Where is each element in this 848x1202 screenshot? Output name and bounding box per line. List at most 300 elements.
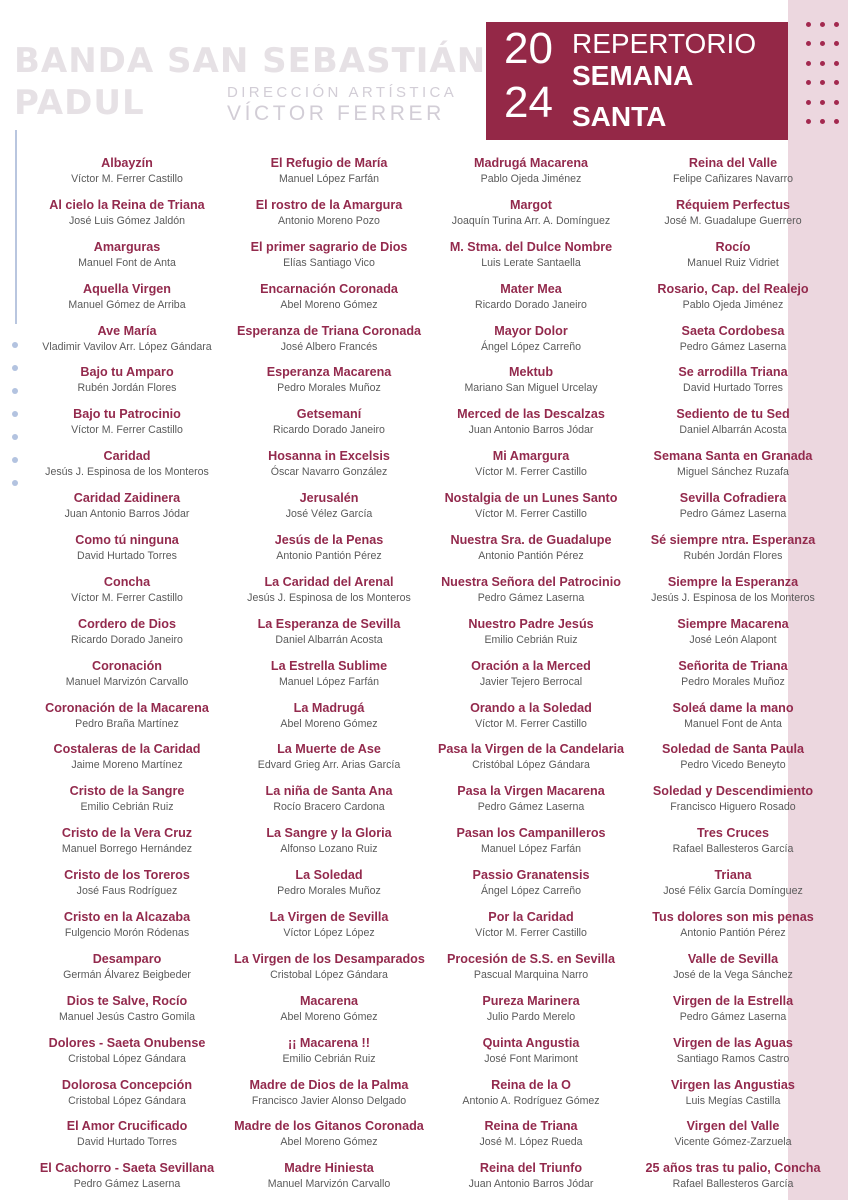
repertoire-item [436, 1077, 626, 1119]
repertoire-item [32, 700, 222, 742]
piece-author: Antonio Pantión Pérez [276, 550, 382, 563]
repertoire-item [234, 281, 424, 323]
repertoire-item [638, 448, 828, 490]
piece-title: Cristo en la Alcazaba [63, 910, 191, 925]
repertoire-item [638, 993, 828, 1035]
piece-title: 25 años tras tu palio, Concha [645, 1161, 821, 1176]
piece-title: Virgen las Angustias [671, 1077, 795, 1092]
repertoire-item [32, 951, 222, 993]
piece-title: Triana [714, 868, 752, 883]
repertoire-item [638, 783, 828, 825]
decorative-dot [806, 22, 811, 27]
piece-author: Felipe Cañizares Navarro [672, 173, 794, 185]
repertoire-banner [486, 22, 788, 140]
repertoire-item [32, 1160, 222, 1202]
piece-author: Manuel Marvizón Carvallo [65, 675, 189, 688]
repertoire-item [234, 364, 424, 406]
decorative-dot [820, 61, 825, 66]
piece-author: Pedro Morales Muñoz [277, 382, 381, 395]
piece-author: Manuel López Farfán [278, 173, 380, 185]
piece-title: Al cielo la Reina de Triana [49, 197, 205, 212]
piece-author: Pedro Gámez Laserna [73, 1178, 181, 1191]
repertoire-item [234, 825, 424, 867]
repertoire-item [436, 197, 626, 239]
piece-title: Se arrodilla Triana [678, 365, 788, 380]
piece-author: Antonio A. Rodríguez Gómez [462, 1094, 600, 1107]
repertoire-item [234, 490, 424, 532]
piece-author: Emilio Cebrián Ruiz [80, 801, 174, 814]
piece-title: Por la Caridad [488, 910, 574, 925]
repertoire-item [638, 1077, 828, 1119]
piece-title: Cordero de Dios [78, 616, 176, 631]
repertoire-item [638, 867, 828, 909]
piece-author: Cristobal López Gándara [68, 1052, 186, 1065]
piece-author: Luis Lerate Santaella [481, 256, 581, 269]
piece-title: Jerusalén [299, 491, 359, 506]
repertoire-item [436, 532, 626, 574]
piece-author: Alfonso Lozano Ruiz [280, 843, 378, 856]
piece-author: Luis Megías Castilla [685, 1094, 781, 1107]
piece-title: Coronación [92, 658, 162, 673]
repertoire-item [234, 155, 424, 197]
piece-author: Ángel López Carreño [480, 340, 582, 353]
piece-author: José Albero Francés [280, 340, 378, 353]
piece-author: Manuel Marvizón Carvallo [267, 1178, 391, 1191]
repertoire-item [638, 1035, 828, 1077]
piece-title: Concha [103, 574, 151, 589]
piece-author: Manuel Gómez de Arriba [68, 298, 186, 311]
piece-author: Daniel Albarrán Acosta [275, 633, 383, 646]
repertoire-item [436, 1035, 626, 1077]
decorative-dot [834, 80, 839, 85]
piece-author: Jesús J. Espinosa de los Monteros [651, 591, 815, 604]
piece-title: Soledad y Descendimiento [652, 784, 814, 799]
piece-title: Reina de Triana [484, 1119, 578, 1134]
piece-title: Caridad Zaidinera [73, 491, 181, 506]
piece-title: Dolores - Saeta Onubense [48, 1035, 206, 1050]
repertoire-item [32, 1118, 222, 1160]
piece-author: Pablo Ojeda Jiménez [682, 298, 784, 311]
piece-title: Rocío [715, 239, 751, 254]
repertoire-item [638, 825, 828, 867]
piece-author: Rocío Bracero Cardona [273, 801, 385, 814]
piece-title: Macarena [299, 993, 359, 1008]
piece-author: Manuel López Farfán [278, 675, 380, 688]
piece-author: Juan Antonio Barros Jódar [468, 1178, 594, 1191]
repertoire-item [234, 1035, 424, 1077]
repertoire-item [32, 197, 222, 239]
piece-title: Nuestra Señora del Patrocinio [441, 574, 621, 589]
piece-author: David Hurtado Torres [77, 1136, 177, 1149]
piece-title: La Sangre y la Gloria [266, 826, 392, 841]
piece-author: Emilio Cebrián Ruiz [282, 1052, 376, 1065]
piece-author: Pedro Braña Martínez [75, 717, 179, 730]
piece-title: Virgen de las Aguas [673, 1035, 793, 1050]
piece-title: Dios te Salve, Rocío [66, 993, 188, 1008]
repertoire-item [32, 323, 222, 365]
repertoire-item [32, 155, 222, 197]
piece-title: Albayzín [101, 156, 153, 170]
piece-title: Procesión de S.S. en Sevilla [447, 951, 615, 966]
piece-author: Juan Antonio Barros Jódar [468, 424, 594, 437]
piece-author: José Font Marimont [484, 1052, 578, 1065]
repertoire-item [638, 532, 828, 574]
dot-pattern [806, 22, 848, 138]
repertoire-item [638, 1160, 828, 1202]
piece-title: Como tú ninguna [75, 533, 179, 548]
piece-author: Manuel Font de Anta [684, 717, 782, 730]
piece-title: Mektub [508, 365, 554, 380]
piece-title: Nostalgia de un Lunes Santo [444, 491, 618, 506]
repertoire-item [234, 532, 424, 574]
piece-title: Cristo de la Vera Cruz [61, 826, 193, 841]
piece-author: Miguel Sánchez Ruzafa [677, 466, 789, 479]
piece-author: Víctor M. Ferrer Castillo [475, 717, 587, 730]
piece-author: Manuel Ruiz Vidriet [687, 256, 779, 269]
piece-title: El rostro de la Amargura [255, 197, 403, 212]
repertoire-item [32, 867, 222, 909]
piece-author: Manuel Borrego Hernández [61, 843, 193, 856]
piece-author: Pascual Marquina Narro [473, 968, 589, 981]
piece-title: La Virgen de los Desamparados [234, 951, 425, 966]
piece-title: La Muerte de Ase [277, 742, 381, 757]
piece-author: Ángel López Carreño [480, 885, 582, 898]
repertoire-item [234, 700, 424, 742]
repertoire-item [32, 825, 222, 867]
repertoire-item [436, 281, 626, 323]
piece-author: Pedro Morales Muñoz [277, 885, 381, 898]
piece-author: José León Alapont [689, 633, 777, 646]
piece-author: Vicente Gómez-Zarzuela [674, 1136, 792, 1149]
piece-author: Manuel Font de Anta [78, 256, 176, 269]
piece-title: Desamparo [92, 951, 162, 966]
repertoire-item [638, 406, 828, 448]
piece-author: Abel Moreno Gómez [280, 717, 378, 730]
piece-title: Madre de Dios de la Palma [249, 1077, 409, 1092]
repertoire-item [436, 490, 626, 532]
piece-author: Rubén Jordán Flores [77, 382, 177, 395]
repertoire-item [32, 364, 222, 406]
decorative-dot [834, 100, 839, 105]
band-title-line1: BANDA SAN SEBASTIÁN [14, 41, 487, 81]
piece-author: Abel Moreno Gómez [280, 1136, 378, 1149]
piece-title: Mater Mea [500, 281, 562, 296]
repertoire-item [436, 741, 626, 783]
repertoire-item [32, 490, 222, 532]
piece-author: Pedro Gámez Laserna [679, 340, 787, 353]
repertoire-item [638, 700, 828, 742]
piece-author: Rubén Jordán Flores [683, 550, 783, 563]
piece-author: Antonio Moreno Pozo [278, 214, 380, 227]
piece-author: Javier Tejero Berrocal [479, 675, 583, 688]
decorative-dot [834, 22, 839, 27]
piece-author: Mariano San Miguel Urcelay [464, 382, 598, 395]
repertoire-item [32, 1077, 222, 1119]
piece-title: Madre Hiniesta [284, 1161, 374, 1176]
piece-title: Orando a la Soledad [470, 700, 592, 715]
piece-author: José Luis Gómez Jaldón [68, 214, 185, 227]
decorative-dot [806, 41, 811, 46]
piece-author: Joaquín Turina Arr. A. Domínguez [451, 214, 611, 227]
repertoire-item [436, 909, 626, 951]
repertoire-item [436, 323, 626, 365]
piece-title: Aquella Virgen [83, 281, 171, 296]
repertoire-item [234, 616, 424, 658]
piece-author: Víctor M. Ferrer Castillo [475, 466, 587, 479]
piece-title: La Esperanza de Sevilla [257, 616, 401, 631]
piece-author: Víctor M. Ferrer Castillo [475, 927, 587, 940]
piece-author: Cristobal López Gándara [68, 1094, 186, 1107]
piece-title: Sé siempre ntra. Esperanza [650, 533, 816, 548]
repertoire-item [638, 323, 828, 365]
repertoire-item [436, 1118, 626, 1160]
piece-author: Jaime Moreno Martínez [71, 759, 183, 772]
piece-author: José Félix García Domínguez [663, 885, 803, 898]
piece-title: Coronación de la Macarena [45, 700, 209, 715]
piece-title: Cristo de la Sangre [69, 784, 185, 799]
repertoire-item [638, 239, 828, 281]
repertoire-item [436, 616, 626, 658]
piece-author: José de la Vega Sánchez [673, 968, 793, 981]
piece-title: Ave María [97, 323, 157, 338]
piece-author: Germán Álvarez Beigbeder [63, 968, 191, 981]
piece-title: M. Stma. del Dulce Nombre [449, 239, 613, 254]
piece-title: La Virgen de Sevilla [269, 910, 389, 925]
piece-title: Cristo de los Toreros [64, 868, 190, 883]
repertoire-item [32, 909, 222, 951]
decorative-dot [834, 61, 839, 66]
repertoire-item [32, 658, 222, 700]
piece-title: Nuestra Sra. de Guadalupe [450, 533, 612, 548]
repertoire-item [436, 364, 626, 406]
piece-author: Vladimir Vavilov Arr. López Gándara [42, 340, 212, 353]
repertoire-item [32, 574, 222, 616]
repertoire-item [638, 197, 828, 239]
piece-title: Encarnación Coronada [260, 281, 398, 296]
repertoire-item [32, 281, 222, 323]
repertoire-item [638, 909, 828, 951]
piece-title: Tres Cruces [696, 826, 770, 841]
piece-author: Elías Santiago Vico [283, 256, 375, 269]
piece-author: David Hurtado Torres [683, 382, 783, 395]
piece-author: Rafael Ballesteros García [672, 1178, 794, 1191]
repertoire-item [436, 448, 626, 490]
repertoire-item [234, 993, 424, 1035]
repertoire-item [436, 993, 626, 1035]
decorative-dot [806, 80, 811, 85]
piece-title: El Refugio de María [270, 156, 388, 170]
piece-author: José M. López Rueda [479, 1136, 583, 1149]
piece-title: La Estrella Sublime [270, 658, 388, 673]
left-vertical-line [15, 130, 17, 324]
piece-author: Pedro Gámez Laserna [679, 1010, 787, 1023]
decorative-dot [806, 100, 811, 105]
piece-author: Ricardo Dorado Janeiro [71, 633, 183, 646]
piece-author: Julio Pardo Merelo [486, 1010, 576, 1023]
piece-title: La Caridad del Arenal [264, 574, 394, 589]
repertoire-item [638, 951, 828, 993]
repertoire-item [436, 1160, 626, 1202]
piece-title: Pasa la Virgen Macarena [457, 784, 605, 799]
piece-title: Quinta Angustia [482, 1035, 580, 1050]
piece-title: Reina de la O [491, 1077, 571, 1092]
piece-title: Soleá dame la mano [672, 700, 794, 715]
repertoire-item [32, 406, 222, 448]
repertoire-item [638, 490, 828, 532]
piece-author: Fulgencio Morón Ródenas [64, 927, 190, 940]
repertoire-item [436, 239, 626, 281]
repertoire-item [234, 323, 424, 365]
piece-author: Pedro Gámez Laserna [477, 591, 585, 604]
repertoire-item [436, 867, 626, 909]
piece-title: Caridad [103, 449, 151, 464]
piece-author: Víctor M. Ferrer Castillo [71, 173, 183, 185]
piece-author: Pedro Vicedo Beneyto [680, 759, 786, 772]
piece-title: Bajo tu Amparo [80, 365, 174, 380]
piece-title: La Soledad [295, 868, 363, 883]
piece-title: Hosanna in Excelsis [268, 449, 390, 464]
artistic-direction-label: DIRECCIÓN ARTÍSTICA [227, 84, 458, 101]
piece-title: Madrugá Macarena [473, 156, 589, 170]
piece-author: Jesús J. Espinosa de los Monteros [247, 591, 411, 604]
piece-author: José M. Guadalupe Guerrero [664, 214, 802, 227]
repertoire-item [234, 909, 424, 951]
repertoire-item [436, 658, 626, 700]
director-name: VÍCTOR FERRER [227, 102, 445, 125]
piece-title: Mi Amargura [492, 449, 570, 464]
repertoire-item [638, 616, 828, 658]
banner-line-repertorio: REPERTORIO [572, 28, 757, 59]
year-bottom: 24 [504, 78, 553, 127]
piece-author: Antonio Pantión Pérez [478, 550, 584, 563]
repertoire-item [234, 239, 424, 281]
piece-title: Madre de los Gitanos Coronada [234, 1119, 424, 1134]
piece-title: Jesús de la Penas [274, 533, 384, 548]
piece-author: José Faus Rodríguez [76, 885, 178, 898]
repertoire-item [32, 783, 222, 825]
piece-author: Óscar Navarro González [270, 466, 388, 479]
piece-author: Manuel López Farfán [480, 843, 582, 856]
piece-author: Abel Moreno Gómez [280, 298, 378, 311]
repertoire-item [638, 658, 828, 700]
repertoire-item [436, 825, 626, 867]
piece-title: Rosario, Cap. del Realejo [657, 281, 809, 296]
repertoire-item [234, 658, 424, 700]
decorative-dot [834, 41, 839, 46]
repertoire-item [234, 951, 424, 993]
piece-title: Pasan los Campanilleros [456, 826, 606, 841]
piece-title: Mayor Dolor [494, 323, 568, 338]
repertoire-item [436, 700, 626, 742]
repertoire-item [234, 448, 424, 490]
piece-title: Valle de Sevilla [687, 951, 779, 966]
repertoire-item [234, 197, 424, 239]
piece-title: Pureza Marinera [482, 993, 580, 1008]
piece-title: Amarguras [93, 239, 161, 254]
repertoire-item [638, 155, 828, 197]
banner-line-semana: SEMANA [572, 60, 694, 91]
piece-author: Víctor M. Ferrer Castillo [71, 424, 183, 437]
piece-author: Emilio Cebrián Ruiz [484, 633, 578, 646]
repertoire-item [32, 239, 222, 281]
piece-title: Esperanza de Triana Coronada [236, 323, 422, 338]
piece-title: Costaleras de la Caridad [53, 742, 201, 757]
repertoire-item [234, 741, 424, 783]
piece-title: Sediento de tu Sed [676, 407, 790, 422]
piece-title: Pasa la Virgen de la Candelaria [438, 742, 624, 757]
repertoire-item [234, 1160, 424, 1202]
repertoire-item [32, 616, 222, 658]
decorative-dot [820, 119, 825, 124]
piece-author: Pedro Morales Muñoz [681, 675, 785, 688]
piece-title: Saeta Cordobesa [681, 323, 785, 338]
repertoire-item [32, 741, 222, 783]
piece-author: José Vélez García [285, 508, 373, 521]
decorative-dot [820, 41, 825, 46]
piece-title: Sevilla Cofradiera [679, 491, 787, 506]
piece-title: Oración a la Merced [471, 658, 591, 673]
decorative-dot [806, 119, 811, 124]
piece-title: Reina del Valle [688, 156, 778, 170]
band-title-line2: PADUL [14, 83, 145, 123]
decorative-dot [820, 80, 825, 85]
repertoire-item [638, 741, 828, 783]
piece-title: El Cachorro - Saeta Sevillana [39, 1161, 215, 1176]
decorative-dot [834, 119, 839, 124]
piece-title: Tus dolores son mis penas [652, 910, 814, 925]
decorative-dot [806, 61, 811, 66]
piece-author: Víctor M. Ferrer Castillo [475, 508, 587, 521]
piece-author: Santiago Ramos Castro [676, 1052, 790, 1065]
piece-author: Abel Moreno Gómez [280, 1010, 378, 1023]
piece-author: Francisco Javier Alonso Delgado [251, 1094, 407, 1107]
piece-title: La niña de Santa Ana [265, 784, 393, 799]
piece-title: Getsemaní [296, 407, 362, 422]
piece-title: Dolorosa Concepción [61, 1077, 193, 1092]
repertoire-item [32, 532, 222, 574]
piece-title: Bajo tu Patrocinio [73, 407, 181, 422]
piece-title: Réquiem Perfectus [675, 197, 791, 212]
repertoire-item [234, 783, 424, 825]
repertoire-item [638, 574, 828, 616]
piece-author: Juan Antonio Barros Jódar [64, 508, 190, 521]
piece-author: Víctor M. Ferrer Castillo [71, 591, 183, 604]
piece-author: Cristóbal López Gándara [472, 759, 590, 772]
piece-author: Rafael Ballesteros García [672, 843, 794, 856]
piece-title: Señorita de Triana [678, 658, 788, 673]
repertoire-item [436, 783, 626, 825]
piece-author: Pablo Ojeda Jiménez [480, 173, 582, 185]
repertoire-item [436, 574, 626, 616]
piece-author: Pedro Gámez Laserna [477, 801, 585, 814]
piece-author: Cristobal López Gándara [270, 968, 388, 981]
repertoire-item [638, 364, 828, 406]
piece-author: Ricardo Dorado Janeiro [273, 424, 385, 437]
piece-title: La Madrugá [293, 700, 365, 715]
piece-author: David Hurtado Torres [77, 550, 177, 563]
piece-title: Merced de las Descalzas [457, 407, 605, 422]
piece-title: Reina del Triunfo [479, 1161, 583, 1176]
piece-author: Edvard Grieg Arr. Arias García [257, 759, 401, 772]
piece-title: Siempre Macarena [677, 616, 789, 631]
piece-author: Jesús J. Espinosa de los Monteros [45, 466, 209, 479]
repertoire-item [234, 1118, 424, 1160]
piece-title: Passio Granatensis [472, 868, 590, 883]
decorative-dot [820, 100, 825, 105]
piece-title: El Amor Crucificado [66, 1119, 188, 1134]
piece-author: Pedro Gámez Laserna [679, 508, 787, 521]
piece-title: Siempre la Esperanza [667, 574, 799, 589]
